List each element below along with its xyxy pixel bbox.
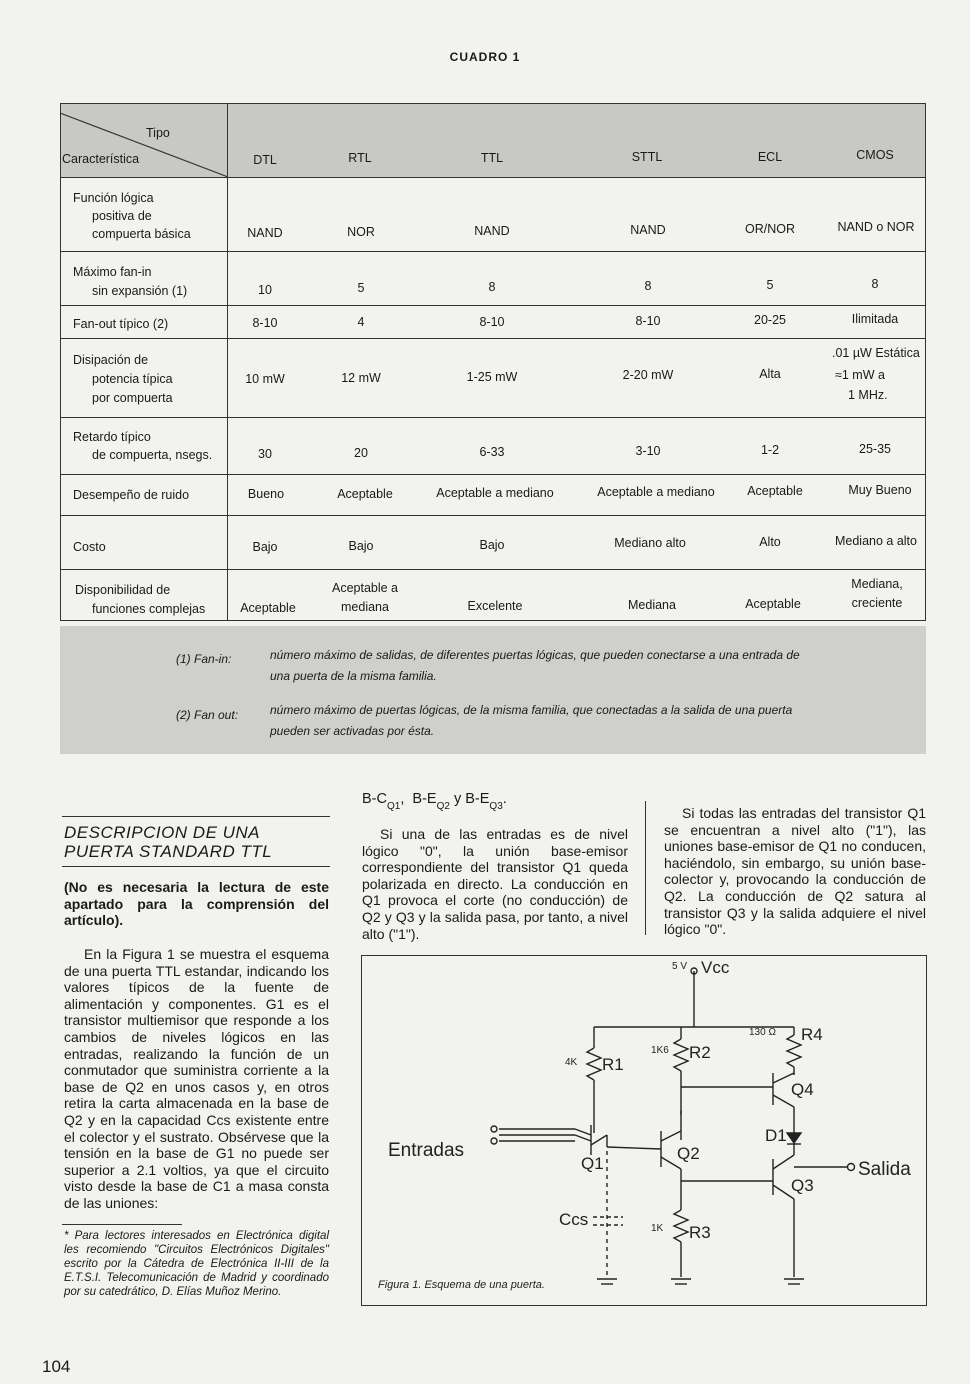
- table-cell: 3-10: [635, 444, 661, 458]
- table-cell: 8-10: [479, 315, 505, 329]
- table-cell: 1-25 mW: [466, 370, 518, 384]
- table-cell: NAND: [630, 223, 666, 237]
- column-divider: [645, 801, 646, 935]
- table-cell: Aceptable: [337, 487, 393, 501]
- table-cell: 1-2: [760, 443, 780, 457]
- table-cell: Alta: [759, 367, 781, 381]
- r1-value: 4K: [565, 1057, 578, 1068]
- table-cell: OR/NOR: [745, 222, 795, 236]
- col-header-rtl: RTL: [348, 151, 372, 165]
- note-text: número máximo de puertas lógicas, de la misma familia, que conectadas a la salida de una puerta: [270, 703, 793, 717]
- entradas-label: Entradas: [388, 1140, 465, 1161]
- row-label-disponibilidad: Disponibilidad de: [75, 583, 171, 597]
- table-cell: Aceptable a mediano: [597, 485, 715, 499]
- vcc-symbol: Vcc: [701, 958, 730, 977]
- page-number: 104: [42, 1357, 71, 1376]
- table-cell: Aceptable a mediano: [436, 486, 554, 500]
- note-label-fan-in: (1) Fan-in:: [176, 652, 232, 666]
- table-cell: 25-35: [859, 442, 891, 456]
- col-header-cmos: CMOS: [856, 148, 894, 162]
- table-cell: 5: [357, 281, 365, 295]
- section-rule-bottom: [62, 866, 330, 867]
- table-cell: NAND o NOR: [837, 220, 915, 234]
- row-divider: [60, 251, 926, 252]
- header-caracteristica: Característica: [62, 152, 140, 166]
- q2-label: Q2: [677, 1144, 700, 1163]
- section-title: PUERTA STANDARD TTL: [64, 842, 273, 861]
- table-cell: 20: [354, 446, 368, 460]
- table-cell: 30: [258, 447, 272, 461]
- row-label-disponibilidad: funciones complejas: [92, 602, 206, 616]
- table-cell: Mediano a alto: [834, 534, 917, 548]
- col-header-ttl: TTL: [480, 151, 504, 165]
- table-cell: mediana: [341, 600, 389, 614]
- table-cell: Muy Bueno: [848, 483, 912, 497]
- table-cell: ≈1 mW a: [835, 368, 885, 382]
- note-label-fan-out: (2) Fan out:: [176, 708, 239, 722]
- junctions-line: $B-C_{Q1}$, $B-E_{Q2}$ y $B-E_{Q3}$.: [362, 791, 507, 812]
- table-cell: Bajo: [348, 539, 374, 553]
- row-label-costo: Costo: [73, 540, 106, 554]
- table-cell: Alto: [759, 535, 781, 549]
- table-cell: 4: [357, 315, 365, 329]
- note-text: número máximo de salidas, de diferentes puertas lógicas, que pueden conectarse a una entrada de: [270, 648, 800, 662]
- table-cell: 8-10: [252, 316, 278, 330]
- table-cell: Aceptable: [747, 484, 803, 498]
- table-cell: NOR: [347, 225, 375, 239]
- header-tipo: Tipo: [146, 126, 170, 140]
- row-divider: [60, 474, 926, 475]
- row-label-funcion: positiva de: [92, 209, 152, 223]
- table-cell: Bajo: [252, 540, 278, 554]
- row-label-retardo: Retardo típico: [73, 430, 151, 444]
- note-text: una puerta de la misma familia.: [270, 669, 437, 683]
- col-header-dtl: DTL: [253, 153, 277, 167]
- table-cell: 2-20 mW: [622, 368, 674, 382]
- table-cell: Aceptable: [745, 597, 801, 611]
- r4-value: 130 Ω: [749, 1027, 776, 1038]
- reading-notice: (No es necesaria la lectura de este apartado para la comprensión del artículo).: [64, 879, 329, 929]
- table-cell: 8: [488, 280, 496, 294]
- row-label-ruido: Desempeño de ruido: [73, 488, 190, 502]
- row-label-fan-out: Fan-out típico (2): [73, 317, 169, 331]
- table-cell: Bajo: [479, 538, 505, 552]
- q3-label: Q3: [791, 1176, 814, 1195]
- r3-label: R3: [689, 1223, 711, 1242]
- table-cell: 1 MHz.: [848, 388, 888, 402]
- col-header-sttl: STTL: [631, 150, 663, 164]
- table-cell: Excelente: [467, 599, 523, 613]
- table-cell: Mediana,: [851, 577, 903, 591]
- table-cell: .01 µW Estática: [832, 346, 920, 360]
- q4-label: Q4: [791, 1080, 814, 1099]
- section-rule-top: [62, 816, 330, 817]
- body-paragraph: Si todas las entradas del transistor Q1 se encuentran a nivel alto ("1"), las uniones base-emisor de Q1 no conducen, haciéndolo, sin embargo, su unión base-colector y, provocando la conducción de Q2. La conducción de Q2 satura al transistor Q3 y la salida adquiere el nivel lógico "0".: [664, 805, 926, 938]
- table-cell: creciente: [851, 596, 903, 610]
- row-divider: [60, 417, 926, 418]
- ccs-label: Ccs: [559, 1210, 589, 1229]
- table-cell: Aceptable a: [331, 581, 399, 595]
- table-cell: Mediana: [628, 598, 676, 612]
- row-divider: [60, 177, 926, 178]
- table-cell: Ilimitada: [851, 312, 899, 326]
- r2-label: R2: [689, 1043, 711, 1062]
- body-paragraph: En la Figura 1 se muestra el esquema de una puerta TTL estandar, indicando los valores típicos de la fuente de alimentación y componentes. G1 es el transistor multiemisor que responde a los cambios de niveles lógicos en las entradas, realizando la función de un conmutador que suministra corriente a la base de Q2 en unos casos y, en otros retira la carta almacenada en la base de Q2 y en la capacidad Ccs existente entre el colector y el sustrato. Obsérvese que la tensión en la base de G1 no puede ser superior a 2.1 voltios, ya que el circuito visto desde la base de C1 a masa consta de las uniones:: [64, 946, 329, 1211]
- note-text: pueden ser activadas por ésta.: [270, 724, 435, 738]
- row-label-disipacion: potencia típica: [92, 372, 173, 386]
- r4-label: R4: [801, 1025, 823, 1044]
- r1-label: R1: [602, 1055, 624, 1074]
- table-cell: 12 mW: [341, 371, 381, 385]
- row-divider: [60, 515, 926, 516]
- r2-value: 1K6: [651, 1045, 669, 1056]
- row-label-funcion: Función lógica: [73, 191, 154, 205]
- table-cell: 5: [766, 278, 774, 292]
- row-label-disipacion: por compuerta: [92, 391, 173, 405]
- q1-label: Q1: [581, 1154, 604, 1173]
- table-cell: 8: [871, 277, 879, 291]
- salida-label: Salida: [858, 1159, 911, 1180]
- table-cell: NAND: [474, 224, 510, 238]
- table-cell: 10 mW: [245, 372, 285, 386]
- table-cell: NAND: [247, 226, 283, 240]
- table-cell: 10: [258, 283, 272, 297]
- row-label-disipacion: Disipación de: [73, 353, 149, 367]
- footnote: * Para lectores interesados en Electrónica digital les recomiendo "Circuitos Electrónicos Digitales" escrito por la Cátedra de Electrónica II-III de la E.T.S.I. Telecomunicación de Madrid y coordinado por su catedrático, D. Elías Muñoz Merino.: [64, 1230, 329, 1298]
- row-label-fan-in: sin expansión (1): [92, 284, 188, 298]
- col-header-ecl: ECL: [757, 150, 783, 164]
- row-divider: [60, 569, 926, 570]
- table-cell: 8-10: [635, 314, 661, 328]
- table-cell: Mediano alto: [614, 536, 686, 550]
- table-title: CUADRO 1: [449, 50, 521, 64]
- table-cell: Bueno: [247, 487, 285, 501]
- table-cell: 20-25: [754, 313, 786, 327]
- table-cell: Aceptable: [240, 601, 296, 615]
- row-label-funcion: compuerta básica: [92, 227, 191, 241]
- section-title: DESCRIPCION DE UNA: [64, 823, 261, 842]
- row-label-fan-in: Máximo fan-in: [73, 265, 152, 279]
- ttl-gate-schematic: [361, 955, 927, 1307]
- d1-label: D1: [765, 1126, 787, 1145]
- body-paragraph: Si una de las entradas es de nivel lógico "0", la unión base-emisor correspondiente del transistor Q1 queda polarizada en directo. La conducción en Q1 provoca el corte (no conducción) de Q2 y Q3 y la salida pasa, por tanto, a nivel alto ("1").: [362, 826, 628, 942]
- vcc-label: 5 V: [672, 961, 688, 972]
- r3-value: 1K: [651, 1223, 664, 1234]
- figure-caption: Figura 1. Esquema de una puerta.: [378, 1279, 545, 1291]
- footnote-rule: [62, 1224, 182, 1225]
- table-cell: 8: [644, 279, 652, 293]
- row-label-retardo: de compuerta, nsegs.: [92, 448, 213, 462]
- row-divider: [60, 305, 926, 306]
- table-cell: 6-33: [479, 445, 505, 459]
- row-divider: [60, 338, 926, 339]
